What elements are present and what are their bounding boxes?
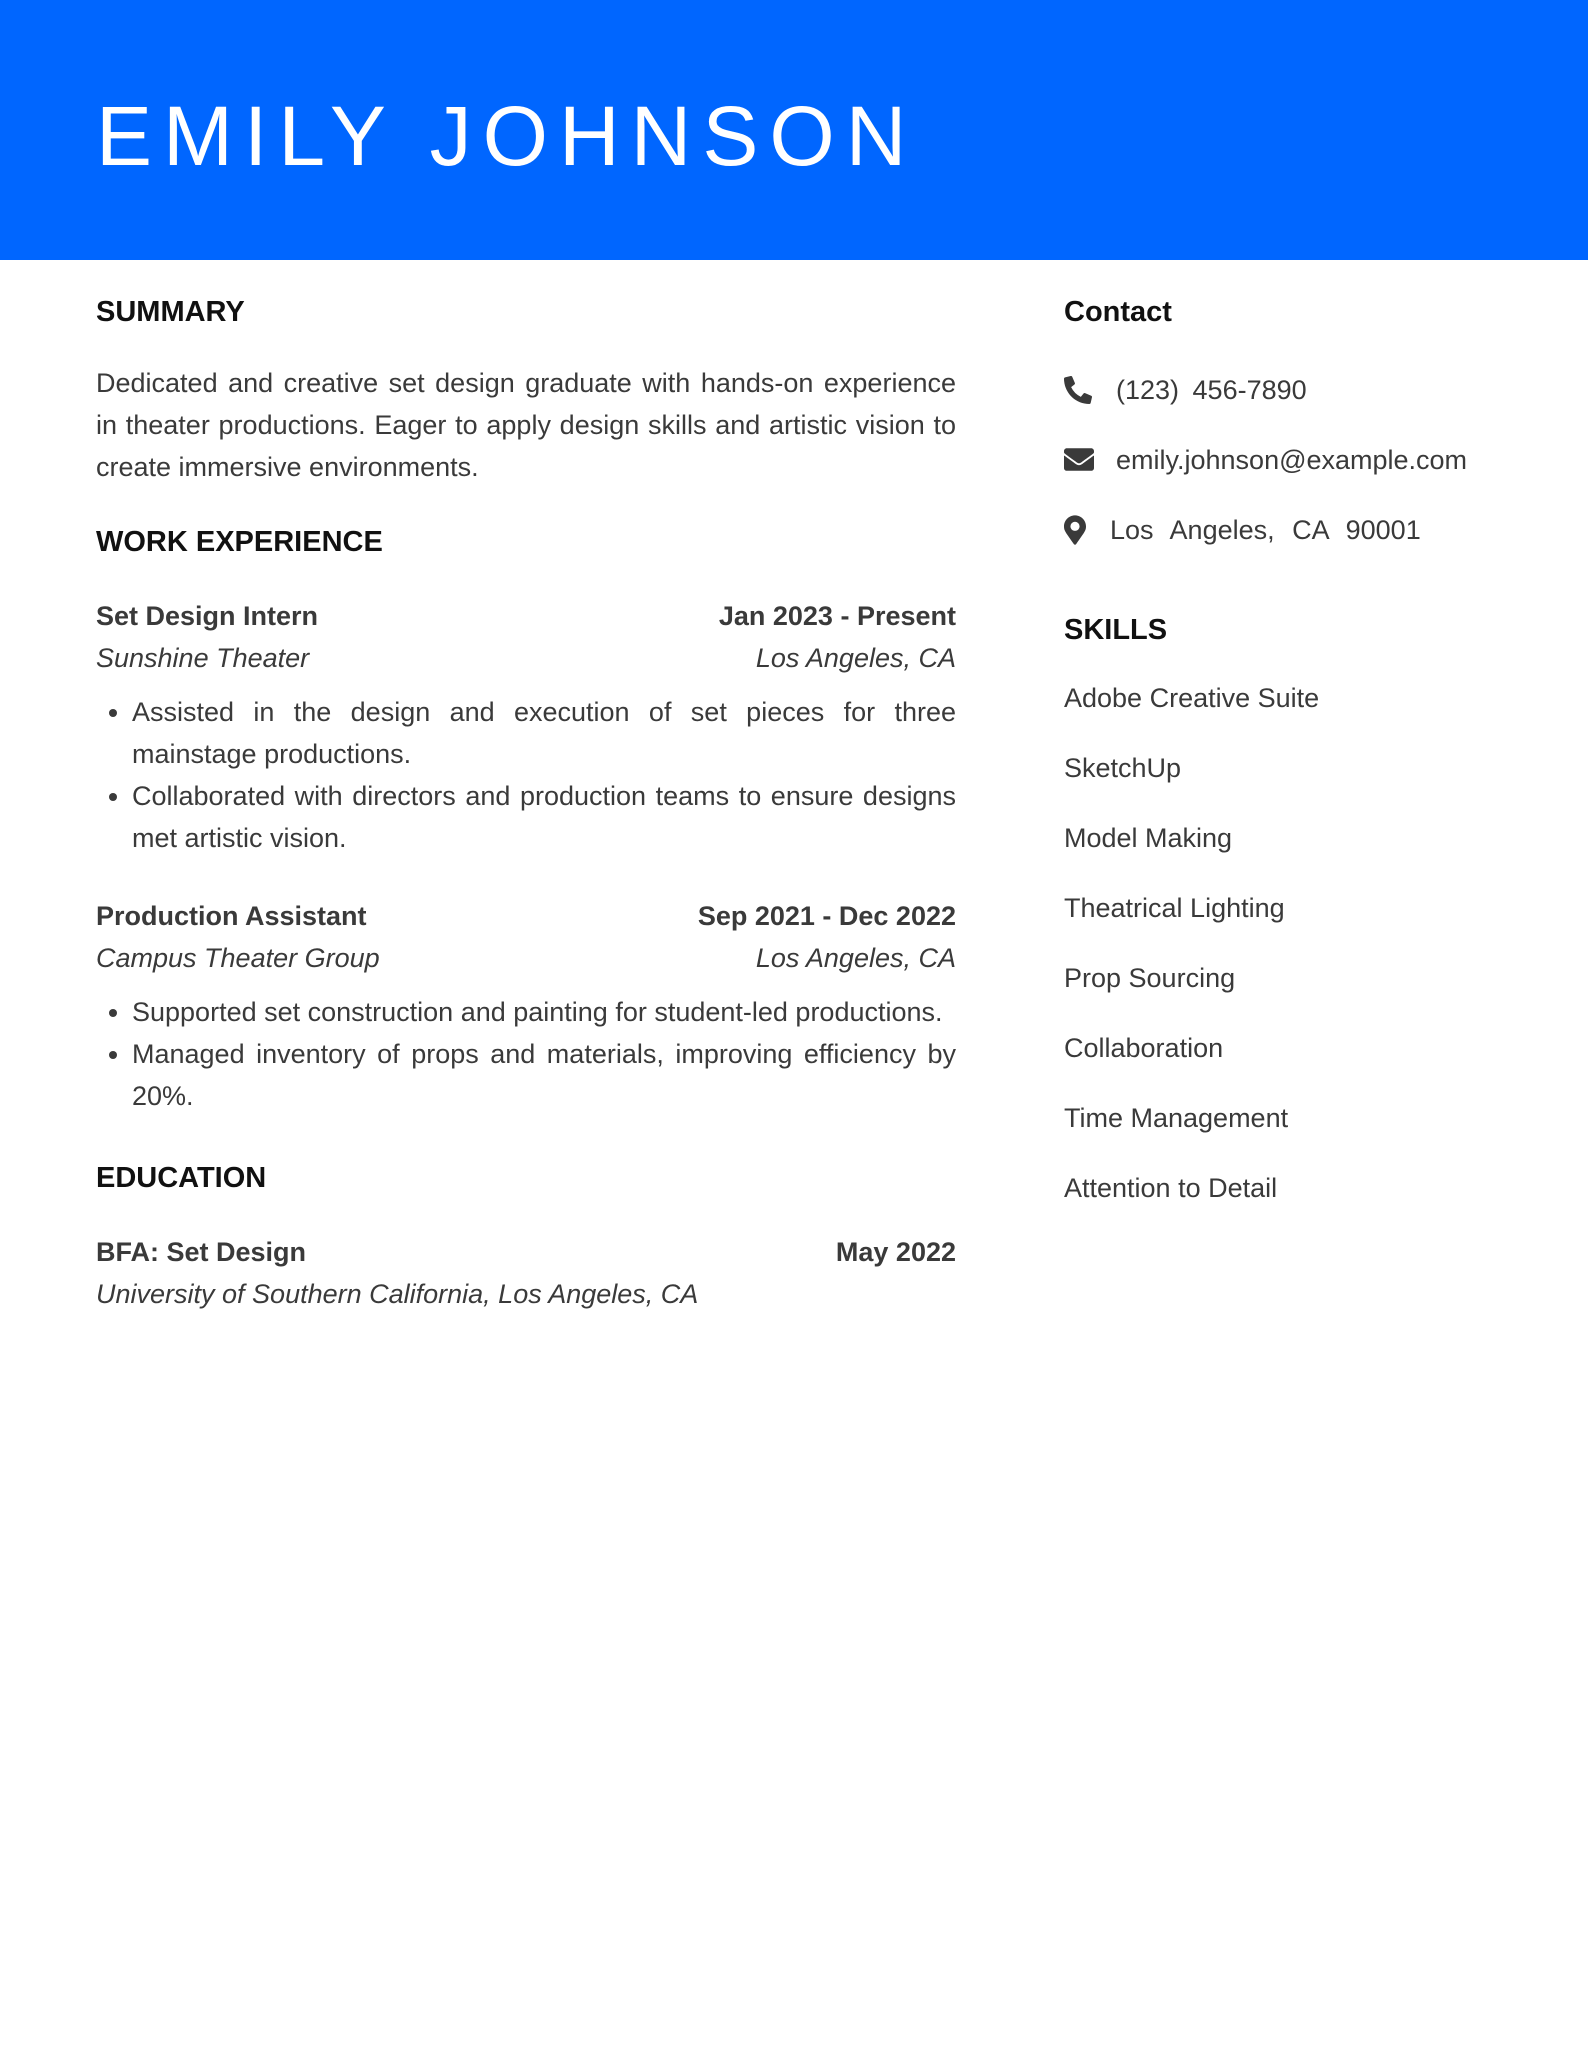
contact-location-text: Los Angeles, CA 90001 (1110, 515, 1421, 545)
contact-phone (1064, 369, 1524, 411)
job-bullet: • Supported set construction and painting for student-led productions. (132, 991, 956, 1033)
job-header (96, 895, 956, 937)
skills-heading: SKILLS (1064, 614, 1168, 646)
contact-email-text: emily.johnson@example.com (1116, 445, 1468, 475)
job-bullet: • Collaborated with directors and production teams to ensure designs met artistic vision. (132, 775, 956, 859)
education-degree: BFA: Set Design (96, 1237, 307, 1267)
job-bullet: • Managed inventory of props and materials, improving efficiency by 20%. (132, 1033, 956, 1117)
job-bullets (96, 691, 956, 859)
job-subheader (96, 637, 956, 679)
work-experience-heading: WORK EXPERIENCE (96, 526, 383, 558)
contact-email (1064, 439, 1524, 481)
skill-item: Attention to Detail (1064, 1173, 1278, 1203)
skill-item: Adobe Creative Suite (1064, 683, 1320, 713)
main-column (96, 260, 956, 1315)
skill-item: SketchUp (1064, 753, 1182, 783)
contact-location (1064, 509, 1524, 551)
job-dates: Jan 2023 - Present (718, 601, 956, 631)
education-heading: EDUCATION (96, 1162, 267, 1194)
sidebar-column (1064, 260, 1524, 1237)
job-bullet: • Assisted in the design and execution of set pieces for three mainstage productions. (132, 691, 956, 775)
header-banner (0, 0, 1588, 260)
job-bullets (96, 991, 956, 1117)
skills-list (1064, 677, 1524, 1209)
skill-item: Time Management (1064, 1103, 1289, 1133)
candidate-name: EMILY JOHNSON (96, 89, 918, 183)
job-role: Production Assistant (96, 901, 367, 931)
job-subheader (96, 937, 956, 979)
education-subheader (96, 1273, 956, 1315)
job-company: Sunshine Theater (96, 643, 310, 673)
job-entry (96, 895, 956, 1117)
skill-item: Prop Sourcing (1064, 963, 1236, 993)
job-location: Los Angeles, CA (755, 943, 956, 973)
education-entry (96, 1231, 956, 1315)
education-header (96, 1231, 956, 1273)
education-school: University of Southern California, Los Angeles, CA (96, 1279, 699, 1309)
job-company: Campus Theater Group (96, 943, 380, 973)
job-role: Set Design Intern (96, 601, 319, 631)
contact-phone-text: (123) 456-7890 (1116, 375, 1307, 405)
education-date: May 2022 (835, 1237, 956, 1267)
summary-text: Dedicated and creative set design graduate with hands-on experience in theater productions. Eager to apply design skills and artistic vision to create immersive environments. (96, 368, 956, 482)
contact-list (1064, 369, 1524, 551)
job-dates: Sep 2021 - Dec 2022 (697, 901, 956, 931)
job-header (96, 595, 956, 637)
envelope-icon (1064, 444, 1100, 476)
contact-heading: Contact (1064, 296, 1172, 328)
job-entry (96, 595, 956, 859)
skill-item: Theatrical Lighting (1064, 893, 1285, 923)
phone-icon (1064, 374, 1100, 406)
skill-item: Collaboration (1064, 1033, 1224, 1063)
skill-item: Model Making (1064, 823, 1233, 853)
job-location: Los Angeles, CA (755, 643, 956, 673)
map-marker-icon (1064, 514, 1094, 546)
summary-heading: SUMMARY (96, 296, 245, 328)
